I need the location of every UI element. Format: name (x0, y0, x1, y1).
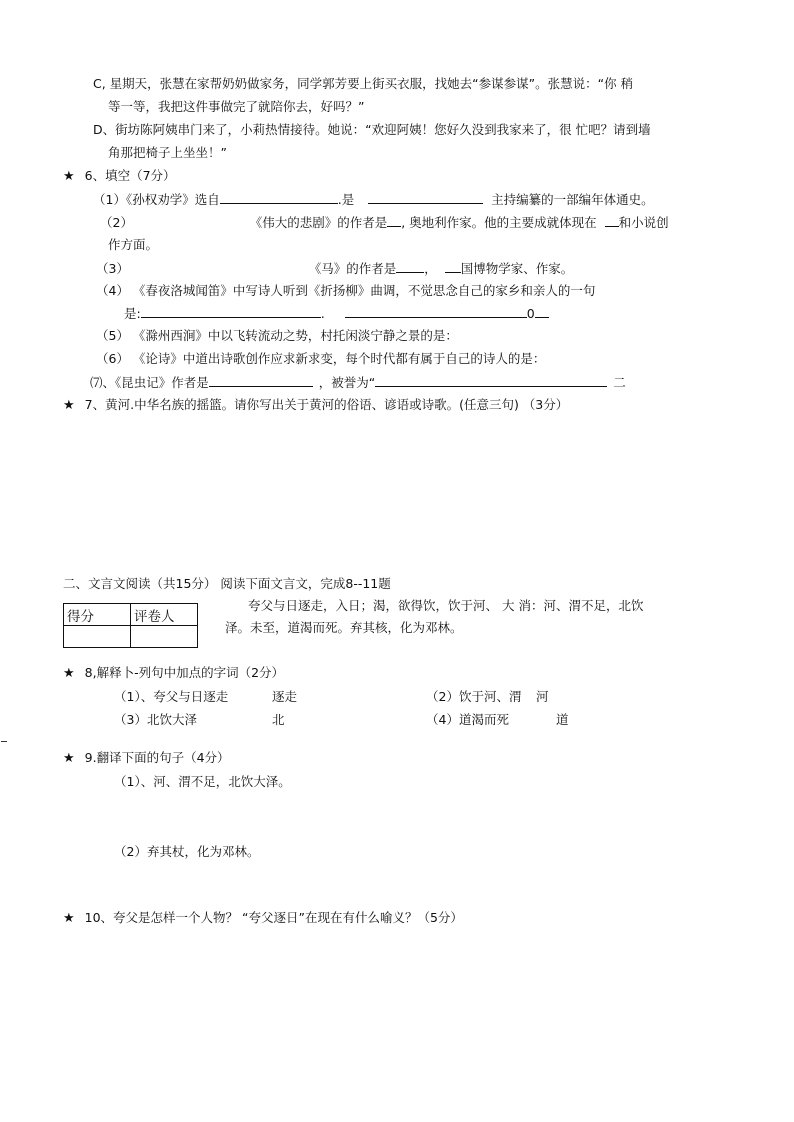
q6-item-1-text: （1）《孙权劝学》选自 (93, 192, 220, 207)
q6-item-2 (100, 213, 669, 232)
score-table (63, 603, 198, 648)
q8-heading (63, 664, 284, 683)
passage-line1: 夸父与日逐走，入日；渴，欲得饮，饮于河、 大 消：河、渭不足，北饮 (248, 598, 644, 613)
answer-blank[interactable] (345, 304, 527, 318)
q8-item-1: （1）、夸父与日逐走 (114, 689, 229, 704)
q8-item-3-word: 北 (272, 712, 285, 727)
score-label: 得分 (64, 604, 131, 626)
answer-blank[interactable] (368, 190, 483, 204)
q10-heading (63, 909, 463, 928)
q6-item-4-line1: （4） 《春夜洛城闻笛》中写诗人听到《折扬柳》曲调，不觉思念自己的家乡和亲人的一句 (96, 283, 596, 298)
q6-item-7-text: ⑺、《昆虫记》作者是 (90, 375, 209, 390)
answer-blank[interactable] (535, 304, 549, 318)
answer-blank[interactable] (220, 190, 338, 204)
star-icon: ★ (63, 398, 75, 413)
q8-item-4-word: 道 (556, 712, 569, 727)
q6-item-3-num: （3） (96, 261, 129, 276)
q6-item-6: （6） 《论诗》中道出诗歌创作应求新求变，每个时代都有属于自己的诗人的是： (96, 351, 546, 366)
q6-item-4-text: 0 (526, 306, 535, 321)
q8-item-2-word: 河 (536, 689, 549, 704)
q7-heading (63, 396, 568, 415)
q10-text: 10、夸父是怎样一个人物？ “夸父逐日”在现在有什么喻义？（5分） (84, 910, 463, 925)
answer-blank[interactable] (387, 213, 401, 227)
q6-item-1 (93, 190, 654, 209)
star-icon: ★ (63, 911, 75, 926)
answer-blank[interactable] (605, 213, 619, 227)
q5-option-c-line2: 等一等，我把这件事做完了就陪你去，好吗？” (108, 99, 365, 114)
passage-line2: 泽。未至，道渴而死。弃其核，化为邓林。 (225, 620, 463, 635)
q6-item-1-text: 主持编纂的一部编年体通史。 (491, 192, 654, 207)
star-icon: ★ (63, 751, 75, 766)
q5-option-d-line2: 角那把椅子上坐坐！” (108, 145, 227, 160)
q6-item-5: （5） 《滁州西涧》中以飞转流动之势，村托闲淡宁静之景的是： (96, 328, 458, 343)
q8-item-1-word: 逐走 (272, 689, 298, 704)
q9-item-1: （1）、河、渭不足，北饮大泽。 (114, 774, 291, 789)
q6-item-2-text: 和小说创 (618, 215, 669, 230)
q6-item-3-text: ， (424, 261, 437, 276)
q5-option-d-line1: D、街坊陈阿姨串门来了，小莉热情接待。她说：“欢迎阿姨！您好久没到我家来了，很 忙吧？请到墙 (93, 122, 651, 137)
q7-text: 7、黄河.中华名族的摇篮。请你写出关于黄河的俗语、谚语或诗歌。(任意三句) （3分） (84, 397, 569, 412)
q9-heading (63, 749, 230, 768)
section2-heading: 二、文言文阅读（共15分） 阅读下面文言文，完成8--11题 (63, 576, 391, 591)
score-cell[interactable] (64, 626, 131, 648)
q5-option-c-line1: C, 星期天，张慧在家帮奶奶做家务，同学郭芳要上街买衣服，找她去“参谋参谋”。张慧说：“你 稍 (93, 76, 634, 91)
star-icon: ★ (63, 666, 75, 681)
q8-item-4: （4）道渴而死 (426, 712, 509, 727)
q6-item-3 (96, 259, 573, 278)
q6-item-2-num: （2） (100, 215, 133, 230)
margin-mark (1, 741, 7, 742)
answer-blank[interactable] (396, 259, 424, 273)
q6-item-4-line2 (124, 304, 549, 323)
q8-text: 8,解释卜-列句中加点的字词（2分） (84, 665, 285, 680)
q8-item-2: （2）饮于河、渭 (426, 689, 522, 704)
q6-item-3-text: 国博物学家、作家。 (460, 261, 574, 276)
q8-item-3: （3）北饮大泽 (114, 712, 197, 727)
answer-blank[interactable] (141, 304, 321, 318)
star-icon: ★ (63, 169, 75, 184)
q6-item-2-text: , 奥地利作家。他的主要成就体现在 (401, 215, 597, 230)
grader-cell[interactable] (131, 626, 198, 648)
answer-blank[interactable] (209, 373, 313, 387)
q6-heading (63, 167, 176, 186)
q6-title: 6、填空（7分） (84, 168, 176, 183)
q6-item-1-text: .是 (337, 192, 355, 207)
q6-item-4-text: 是: (124, 306, 141, 321)
q6-item-7-text: ，被誉为“ (318, 375, 376, 390)
answer-blank[interactable] (445, 259, 461, 273)
q6-item-2-text: 《伟大的悲剧》的作者是 (255, 215, 388, 230)
q6-item-7 (90, 373, 626, 392)
q6-item-2-line2: 作方面。 (108, 237, 159, 252)
q6-item-7-text: 二 (613, 375, 626, 390)
q9-text: 9.翻译下面的句子（4分） (84, 750, 230, 765)
grader-label: 评卷人 (131, 604, 198, 626)
q6-item-4-text: . (320, 306, 325, 321)
q6-item-3-text: 《马》的作者是 (314, 261, 397, 276)
answer-blank[interactable] (375, 373, 607, 387)
q9-item-2: （2）弃其杖，化为邓林。 (114, 844, 260, 859)
